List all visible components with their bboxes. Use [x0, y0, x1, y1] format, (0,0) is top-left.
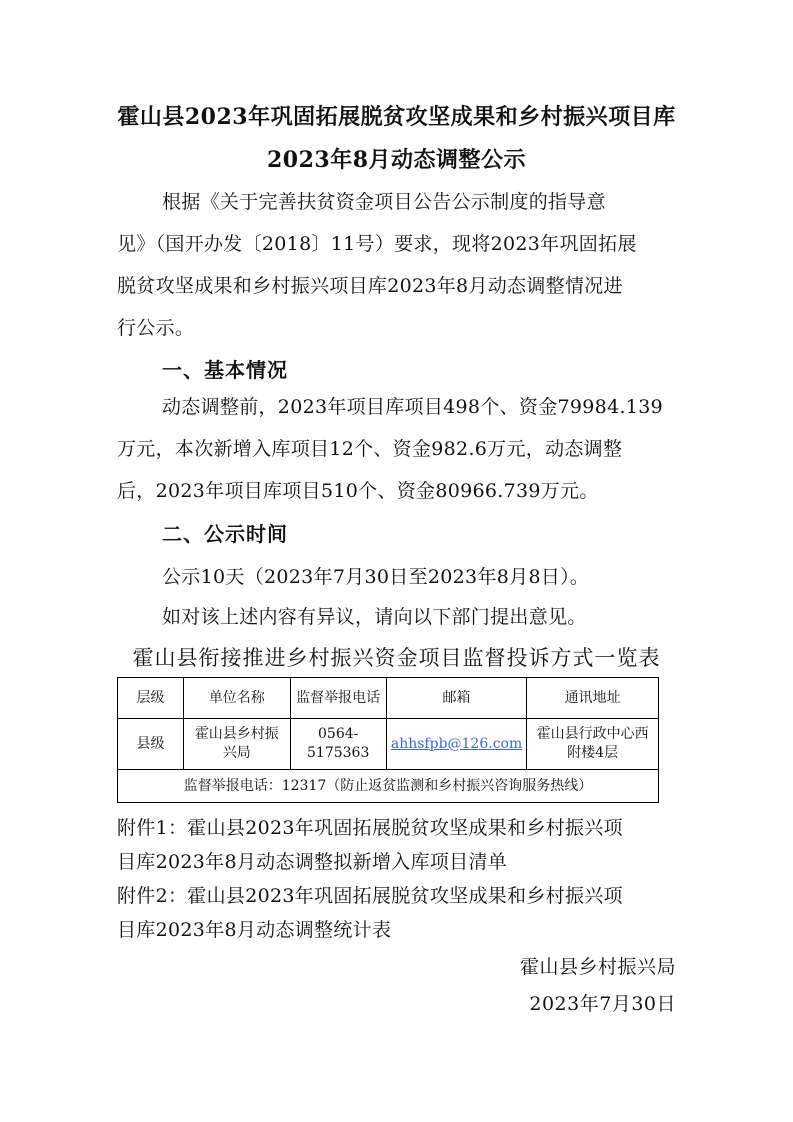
intro-line: 根据《关于完善扶贫资金项目公告公示制度的指导意 [162, 191, 606, 213]
table-row [118, 719, 659, 770]
table-header-row [118, 678, 659, 719]
section1-heading: 一、基本情况 [162, 358, 288, 382]
cell-unit: 霍山县乡村振兴局 [184, 719, 290, 770]
document-subtitle: 2023年8月动态调整公示 [266, 147, 527, 173]
cell-phone: 0564-5175363 [290, 719, 386, 770]
body-line: 万元，本次新增入库项目12个、资金982.6万元，动态调整 [117, 438, 623, 460]
section1-body [117, 386, 683, 512]
email-link[interactable]: ahhsfpb@126.com [390, 735, 523, 752]
contact-table [117, 677, 659, 803]
document-title: 霍山县2023年巩固拓展脱贫攻坚成果和乡村振兴项目库 [117, 104, 676, 130]
table-footer-row [118, 770, 659, 803]
cell-level: 县级 [118, 719, 184, 770]
body-line: 后，2023年项目库项目510个、资金80966.739万元。 [117, 480, 599, 502]
header-email: 邮箱 [386, 678, 526, 719]
table-title: 霍山县衔接推进乡村振兴资金项目监督投诉方式一览表 [132, 646, 661, 670]
intro-line: 脱贫攻坚成果和乡村振兴项目库2023年8月动态调整情况进 [117, 275, 623, 297]
signature-org: 霍山县乡村振兴局 [519, 956, 676, 978]
attachment-line: 目库2023年8月动态调整统计表 [117, 919, 392, 941]
header-unit: 单位名称 [184, 678, 290, 719]
header-phone: 监督举报电话 [290, 678, 386, 719]
signature-date: 2023年7月30日 [529, 993, 676, 1015]
attachment-line: 附件2：霍山县2023年巩固拓展脱贫攻坚成果和乡村振兴项 [117, 885, 623, 907]
section2-period: 公示10天（2023年7月30日至2023年8月8日）。 [162, 566, 590, 588]
intro-line: 行公示。 [117, 317, 195, 339]
section2-heading: 二、公示时间 [162, 522, 288, 546]
header-level: 层级 [118, 678, 184, 719]
cell-email [386, 719, 526, 770]
attachment-line: 附件1：霍山县2023年巩固拓展脱贫攻坚成果和乡村振兴项 [117, 817, 623, 839]
attachment-line: 目库2023年8月动态调整拟新增入库项目清单 [117, 851, 508, 873]
intro-line: 见》（国开办发〔2018〕11号）要求，现将2023年巩固拓展 [117, 233, 637, 255]
cell-address: 霍山县行政中心西附楼4层 [527, 719, 659, 770]
section2-objection: 如对该上述内容有异议，请向以下部门提出意见。 [162, 606, 587, 628]
intro-paragraph [117, 181, 683, 349]
body-line: 动态调整前，2023年项目库项目498个、资金79984.139 [162, 396, 663, 418]
attachments [117, 811, 697, 947]
hotline-note: 监督举报电话：12317（防止返贫监测和乡村振兴咨询服务热线） [118, 770, 659, 803]
header-address: 通讯地址 [527, 678, 659, 719]
